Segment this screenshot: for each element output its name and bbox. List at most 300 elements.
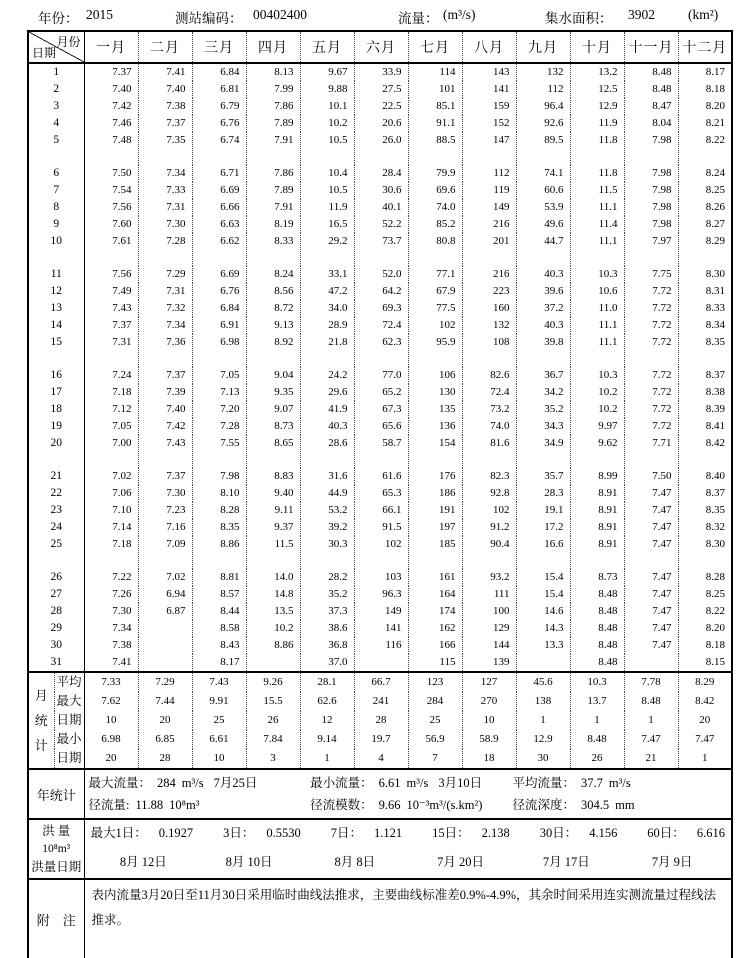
stat-value-cell: 1 (516, 711, 570, 730)
flow-value-cell: 10.3 (570, 266, 624, 283)
flood-volume-item (432, 820, 510, 847)
flood-volume-label: 3日： (223, 826, 255, 840)
table-row (28, 266, 732, 283)
flow-value-cell: 82.3 (462, 468, 516, 485)
notes-row (28, 879, 732, 958)
table-row (28, 384, 732, 401)
flow-value-cell: 93.2 (462, 569, 516, 586)
flow-value-cell: 9.62 (570, 435, 624, 468)
stat-value-cell: 26 (246, 711, 300, 730)
flow-value-cell: 7.18 (84, 536, 138, 569)
area-unit: (km²) (688, 7, 719, 22)
year-stat-value: 11.88 (135, 798, 164, 812)
stat-value-cell: 1 (300, 749, 354, 769)
flow-value-cell: 7.02 (138, 569, 192, 586)
stat-value-cell: 1 (624, 711, 678, 730)
flow-value-cell: 7.14 (84, 519, 138, 536)
flood-volume-item (331, 820, 402, 847)
table-row (28, 317, 732, 334)
flow-value-cell: 130 (408, 384, 462, 401)
month-header: 一月 (84, 31, 138, 63)
flow-value-cell: 89.5 (516, 132, 570, 165)
day-cell: 1 (28, 63, 84, 81)
flood-date: 8月 12日 (119, 855, 167, 869)
flow-value-cell: 7.98 (192, 468, 246, 485)
stat-value-cell: 20 (138, 711, 192, 730)
table-row (28, 519, 732, 536)
stat-value-cell: 45.6 (516, 672, 570, 692)
flow-value-cell: 7.71 (624, 435, 678, 468)
flow-value-cell: 8.47 (624, 98, 678, 115)
stat-row-label: 平均 (54, 672, 84, 692)
stat-value-cell: 15.5 (246, 692, 300, 711)
table-row (28, 115, 732, 132)
flow-value-cell: 7.50 (84, 165, 138, 182)
flow-value-cell: 7.10 (84, 502, 138, 519)
flow-value-cell: 65.2 (354, 384, 408, 401)
flow-value-cell: 102 (354, 536, 408, 569)
flow-value-cell: 6.84 (192, 63, 246, 81)
flow-value-cell: 7.34 (84, 620, 138, 637)
flow-value-cell: 10.5 (300, 182, 354, 199)
flow-value-cell: 136 (408, 418, 462, 435)
flow-value-cell: 7.24 (84, 367, 138, 384)
day-cell: 23 (28, 502, 84, 519)
flow-value-cell: 8.25 (705, 184, 725, 196)
flow-value-cell: 9.11 (246, 502, 300, 519)
flood-volume-value: 0.1927 (158, 826, 194, 840)
stat-value-cell: 7 (408, 749, 462, 769)
flow-value-cell: 28.3 (516, 485, 570, 502)
flow-value-cell: 8.15 (705, 656, 725, 668)
flow-value-cell: 159 (462, 98, 516, 115)
flow-value-cell: 91.5 (354, 519, 408, 536)
flow-value-cell: 10.5 (300, 132, 354, 165)
flow-value-cell: 40.3 (516, 317, 570, 334)
flow-value-cell: 162 (408, 620, 462, 637)
flow-value-cell: 129 (462, 620, 516, 637)
flow-value-cell: 20.6 (354, 115, 408, 132)
flow-value-cell: 8.13 (246, 63, 300, 81)
flow-value-cell: 14.6 (516, 603, 570, 620)
flow-value-cell: 7.16 (138, 519, 192, 536)
flow-value-cell: 6.76 (192, 283, 246, 300)
stat-value-cell: 19.7 (354, 730, 408, 749)
year-stats-content (84, 769, 732, 819)
flow-value-cell: 49.6 (516, 216, 570, 233)
year-stats-label: 年统计 (28, 769, 84, 819)
stat-value-cell: 9.91 (192, 692, 246, 711)
stat-value-cell: 123 (408, 672, 462, 692)
flow-value-cell: 7.40 (138, 81, 192, 98)
stat-value-cell: 56.9 (408, 730, 462, 749)
station-code-value: 00402400 (253, 7, 307, 22)
flow-value-cell: 160 (462, 300, 516, 317)
flow-value-cell: 114 (408, 63, 462, 81)
flood-volume-label: 最大1日： (90, 826, 147, 840)
day-cell: 13 (28, 300, 84, 317)
flow-value-cell: 8.57 (192, 586, 246, 603)
stat-row-label: 最大 (54, 692, 84, 711)
flow-value-cell: 22.5 (354, 98, 408, 115)
flow-value-cell: 7.72 (624, 317, 678, 334)
flow-value-cell: 7.72 (624, 283, 678, 300)
table-row (28, 620, 732, 637)
flow-value-cell: 7.55 (192, 435, 246, 468)
stat-value-cell: 28.1 (300, 672, 354, 692)
flow-value-cell: 9.88 (300, 81, 354, 98)
flow-value-cell: 185 (408, 536, 462, 569)
year-stat-item (513, 794, 731, 816)
year-stats-line-2 (89, 794, 732, 816)
flow-value-cell: 8.31 (705, 285, 725, 297)
stat-value-cell: 241 (354, 692, 408, 711)
stat-value-cell: 6.85 (138, 730, 192, 749)
flow-value-cell: 7.47 (624, 603, 678, 620)
flow-value-cell: 9.07 (246, 401, 300, 418)
stat-value-cell: 62.6 (300, 692, 354, 711)
flow-value-cell: 7.72 (624, 300, 678, 317)
flow-value-cell: 144 (462, 637, 516, 654)
flow-value-cell: 8.22 (705, 605, 725, 617)
flow-value-cell: 12.9 (570, 98, 624, 115)
flow-value-cell: 30.3 (300, 536, 354, 569)
day-cell: 11 (28, 266, 84, 283)
flow-value-cell: 72.4 (354, 317, 408, 334)
flow-value-cell (354, 654, 408, 672)
year-label: 年份： (38, 11, 79, 26)
year-stat-unit: 10⁻³m³/(s.km²) (406, 798, 483, 812)
stat-value-cell: 6.61 (192, 730, 246, 749)
flow-value-cell: 7.47 (624, 485, 678, 502)
flow-value-cell: 7.89 (246, 115, 300, 132)
flow-value-cell: 77.1 (408, 266, 462, 283)
flow-value-cell: 7.72 (624, 401, 678, 418)
flow-value-cell: 6.87 (138, 603, 192, 620)
flow-value-cell: 8.24 (246, 266, 300, 283)
flow-value-cell: 29.6 (300, 384, 354, 401)
flow-value-cell: 8.73 (246, 418, 300, 435)
flow-value-cell: 7.47 (624, 536, 678, 569)
flow-value-cell: 7.43 (138, 435, 192, 468)
flow-value-cell: 7.89 (246, 182, 300, 199)
day-cell: 2 (28, 81, 84, 98)
flow-value-cell: 62.3 (354, 334, 408, 367)
month-header: 四月 (246, 31, 300, 63)
stat-row-label: 最小 (54, 730, 84, 749)
stat-value-cell: 7.62 (84, 692, 138, 711)
flow-value-cell: 44.9 (300, 485, 354, 502)
day-cell: 10 (28, 233, 84, 266)
flow-value-cell: 161 (408, 569, 462, 586)
flow-value-cell: 6.81 (192, 81, 246, 98)
year-stat-unit: m³/s (406, 776, 429, 790)
flow-label: 流量： (398, 11, 439, 26)
flow-value-cell: 8.56 (246, 283, 300, 300)
month-header: 九月 (516, 31, 570, 63)
flow-value-cell: 40.1 (354, 199, 408, 216)
flow-value-cell: 7.56 (84, 199, 138, 216)
day-cell: 9 (28, 216, 84, 233)
flow-value-cell: 7.28 (138, 233, 192, 266)
flow-value-cell: 8.18 (705, 83, 725, 95)
flow-value-cell: 28.9 (300, 317, 354, 334)
flow-value-cell: 108 (462, 334, 516, 367)
flow-value-cell: 35.2 (300, 586, 354, 603)
flow-value-cell: 8.73 (570, 569, 624, 586)
flood-label-line1: 洪 量 (42, 824, 71, 838)
corner-month-label: 月份 (56, 35, 81, 49)
flow-value-cell: 11.1 (570, 233, 624, 266)
stat-value-cell: 20 (699, 714, 711, 726)
flow-value-cell: 10.2 (246, 620, 300, 637)
flow-value-cell: 7.98 (624, 132, 678, 165)
flow-value-cell: 14.0 (246, 569, 300, 586)
flow-value-cell: 223 (462, 283, 516, 300)
flow-value-cell: 61.6 (354, 468, 408, 485)
flow-value-cell: 149 (354, 603, 408, 620)
flow-value-cell: 7.43 (84, 300, 138, 317)
stat-value-cell: 3 (246, 749, 300, 769)
flow-value-cell: 8.44 (192, 603, 246, 620)
flow-value-cell: 7.37 (138, 367, 192, 384)
corner-day-label: 日期 (32, 46, 57, 60)
day-cell: 20 (28, 435, 84, 468)
flow-value-cell: 6.76 (192, 115, 246, 132)
flow-value-cell: 7.40 (138, 401, 192, 418)
flow-value-cell: 7.35 (138, 132, 192, 165)
flow-value-cell: 6.84 (192, 300, 246, 317)
flow-value-cell: 8.91 (570, 502, 624, 519)
flow-value-cell: 24.2 (300, 367, 354, 384)
flow-value-cell: 7.30 (138, 485, 192, 502)
flow-value-cell: 8.37 (705, 487, 725, 499)
flow-value-cell: 64.2 (354, 283, 408, 300)
flow-value-cell: 8.48 (624, 63, 678, 81)
flow-value-cell: 13.5 (246, 603, 300, 620)
info-bar (0, 0, 738, 30)
flow-value-cell: 135 (408, 401, 462, 418)
day-cell: 25 (28, 536, 84, 569)
stat-row-label: 日期 (54, 749, 84, 769)
flood-volume-item (540, 820, 618, 847)
flow-value-cell: 95.9 (408, 334, 462, 367)
flow-value-cell: 73.7 (354, 233, 408, 266)
flow-value-cell: 7.46 (84, 115, 138, 132)
flood-volume-body (28, 819, 732, 879)
flood-label-unit: 10⁸m³ (42, 843, 71, 855)
year-stat-value: 284 (157, 776, 176, 790)
flow-value-cell: 74.0 (462, 418, 516, 435)
day-cell: 19 (28, 418, 84, 435)
flow-value-cell: 7.38 (138, 98, 192, 115)
flow-value-cell: 53.9 (516, 199, 570, 216)
flow-value-cell: 7.31 (138, 283, 192, 300)
flow-value-cell: 8.43 (192, 637, 246, 654)
month-header: 七月 (408, 31, 462, 63)
stat-row-label: 日期 (54, 711, 84, 730)
flow-value-cell: 85.1 (408, 98, 462, 115)
flood-label-dates: 洪量日期 (31, 860, 82, 874)
stat-value-cell: 12 (300, 711, 354, 730)
stat-value-cell: 20 (84, 749, 138, 769)
monthly-stat-row (28, 692, 732, 711)
flow-value-cell: 174 (408, 603, 462, 620)
flow-value-cell: 7.09 (138, 536, 192, 569)
flow-value-cell: 7.50 (624, 468, 678, 485)
stat-value-cell: 30 (516, 749, 570, 769)
flow-value-cell: 7.40 (84, 81, 138, 98)
stat-value-cell: 7.84 (246, 730, 300, 749)
flow-value-cell: 7.41 (84, 654, 138, 672)
monthly-stat-row (28, 711, 732, 730)
flood-date: 7月 17日 (542, 855, 590, 869)
flood-dates-line (91, 847, 726, 877)
flow-value-cell: 27.5 (354, 81, 408, 98)
stat-value-cell: 8.42 (695, 695, 715, 707)
flow-value-cell: 8.37 (705, 369, 725, 381)
flow-value-cell: 101 (408, 81, 462, 98)
flow-value-cell: 119 (462, 182, 516, 199)
flow-value-cell: 10.1 (300, 98, 354, 115)
year-stat-date: 7月25日 (213, 776, 258, 790)
flow-value-cell: 8.26 (705, 201, 725, 213)
flow-value-cell: 34.3 (516, 418, 570, 435)
flow-value-cell: 7.23 (138, 502, 192, 519)
table-row (28, 233, 732, 266)
flow-value-cell: 39.6 (516, 283, 570, 300)
flow-value-cell: 7.13 (192, 384, 246, 401)
stat-value-cell: 7.43 (192, 672, 246, 692)
flow-value-cell: 11.5 (570, 182, 624, 199)
flow-value-cell: 80.8 (408, 233, 462, 266)
flow-value-cell: 8.28 (705, 571, 725, 583)
table-row (28, 485, 732, 502)
monthly-stat-row (28, 730, 732, 749)
year-stat-label: 平均流量： (512, 776, 576, 790)
flood-date: 7月 9日 (651, 855, 693, 869)
table-row (28, 182, 732, 199)
flow-value-cell: 7.38 (84, 637, 138, 654)
flood-date: 8月 8日 (334, 855, 376, 869)
flow-value-cell: 7.72 (624, 367, 678, 384)
table-row (28, 132, 732, 165)
flow-value-cell: 44.7 (516, 233, 570, 266)
flow-value-cell: 111 (462, 586, 516, 603)
flow-value-cell: 7.98 (624, 165, 678, 182)
flow-value-cell: 10.2 (570, 401, 624, 418)
table-row (28, 199, 732, 216)
table-row (28, 81, 732, 98)
flow-value-cell: 8.86 (246, 637, 300, 654)
year-stat-item (310, 794, 512, 816)
flow-value-cell: 8.48 (570, 586, 624, 603)
day-cell: 3 (28, 98, 84, 115)
stat-value-cell: 21 (624, 749, 678, 769)
flow-value-cell: 85.2 (408, 216, 462, 233)
year-stat-value: 6.61 (378, 776, 401, 790)
stat-value-cell: 12.9 (516, 730, 570, 749)
flow-value-cell: 7.05 (192, 367, 246, 384)
flow-value-cell: 92.6 (516, 115, 570, 132)
flow-value-cell: 147 (462, 132, 516, 165)
table-row (28, 502, 732, 519)
flow-value-cell: 39.2 (300, 519, 354, 536)
table-row (28, 603, 732, 620)
stat-value-cell: 7.78 (624, 672, 678, 692)
flow-value-cell: 7.72 (624, 334, 678, 367)
flood-volume-value: 6.616 (696, 826, 725, 840)
year-stat-value: 9.66 (378, 798, 401, 812)
flow-value-cell: 67.9 (408, 283, 462, 300)
flow-value-cell: 96.3 (354, 586, 408, 603)
flow-value-cell: 7.36 (138, 334, 192, 367)
flow-value-cell: 7.31 (84, 334, 138, 367)
flow-value-cell: 7.18 (84, 384, 138, 401)
month-header: 三月 (192, 31, 246, 63)
flow-value-cell: 141 (354, 620, 408, 637)
flow-value-cell: 28.4 (354, 165, 408, 182)
flow-value-cell: 8.39 (705, 403, 725, 415)
year-stats-line-1 (89, 772, 732, 794)
flow-value-cell: 8.22 (705, 134, 725, 146)
flow-value-cell: 8.27 (705, 218, 725, 230)
flow-value-cell: 6.62 (192, 233, 246, 266)
table-row (28, 418, 732, 435)
flow-value-cell: 8.91 (570, 519, 624, 536)
notes-text: 表内流量3月20日至11月30日采用临时曲线法推求，主要曲线标准差0.9%-4.9%，其余时间采用连实测流量过程线法推求。 (84, 879, 732, 958)
flood-volume-label: 7日： (330, 826, 362, 840)
flow-value-cell: 7.00 (84, 435, 138, 468)
flow-value-cell: 33.9 (354, 63, 408, 81)
flow-value-cell: 10.3 (570, 367, 624, 384)
flow-value-cell: 37.2 (516, 300, 570, 317)
monthly-stat-row (28, 749, 732, 769)
flow-value-cell: 8.81 (192, 569, 246, 586)
stat-value-cell: 28 (354, 711, 408, 730)
flow-value-cell: 7.98 (624, 216, 678, 233)
flow-value-cell: 74.0 (408, 199, 462, 216)
flow-value-cell: 53.2 (300, 502, 354, 519)
flow-value-cell: 152 (462, 115, 516, 132)
month-header: 十一月 (624, 31, 678, 63)
flow-value-cell: 8.34 (705, 319, 725, 331)
flow-value-cell: 11.8 (570, 165, 624, 182)
flow-value-cell: 7.37 (138, 468, 192, 485)
flow-value-cell: 6.69 (192, 182, 246, 199)
flood-volume-item (223, 820, 301, 847)
flow-value-cell: 139 (462, 654, 516, 672)
flow-value-cell: 7.99 (246, 81, 300, 98)
year-stats-row (28, 769, 732, 819)
year-value: 2015 (86, 7, 113, 22)
flow-value-cell: 7.86 (246, 165, 300, 182)
flow-value-cell: 33.1 (300, 266, 354, 283)
stat-value-cell: 13.7 (570, 692, 624, 711)
flow-value-cell: 8.30 (705, 538, 725, 550)
stat-value-cell: 7.44 (138, 692, 192, 711)
flood-volume-label: 30日： (539, 826, 578, 840)
flow-value-cell: 35.2 (516, 401, 570, 418)
stat-value-cell: 4 (354, 749, 408, 769)
year-stat-label: 径流量: (88, 798, 130, 812)
flow-value-cell: 7.05 (84, 418, 138, 435)
flow-value-cell: 36.7 (516, 367, 570, 384)
month-header-row (28, 31, 732, 63)
flow-value-cell: 8.48 (570, 620, 624, 637)
year-stat-unit: m³/s (181, 776, 204, 790)
stat-value-cell: 10 (84, 711, 138, 730)
